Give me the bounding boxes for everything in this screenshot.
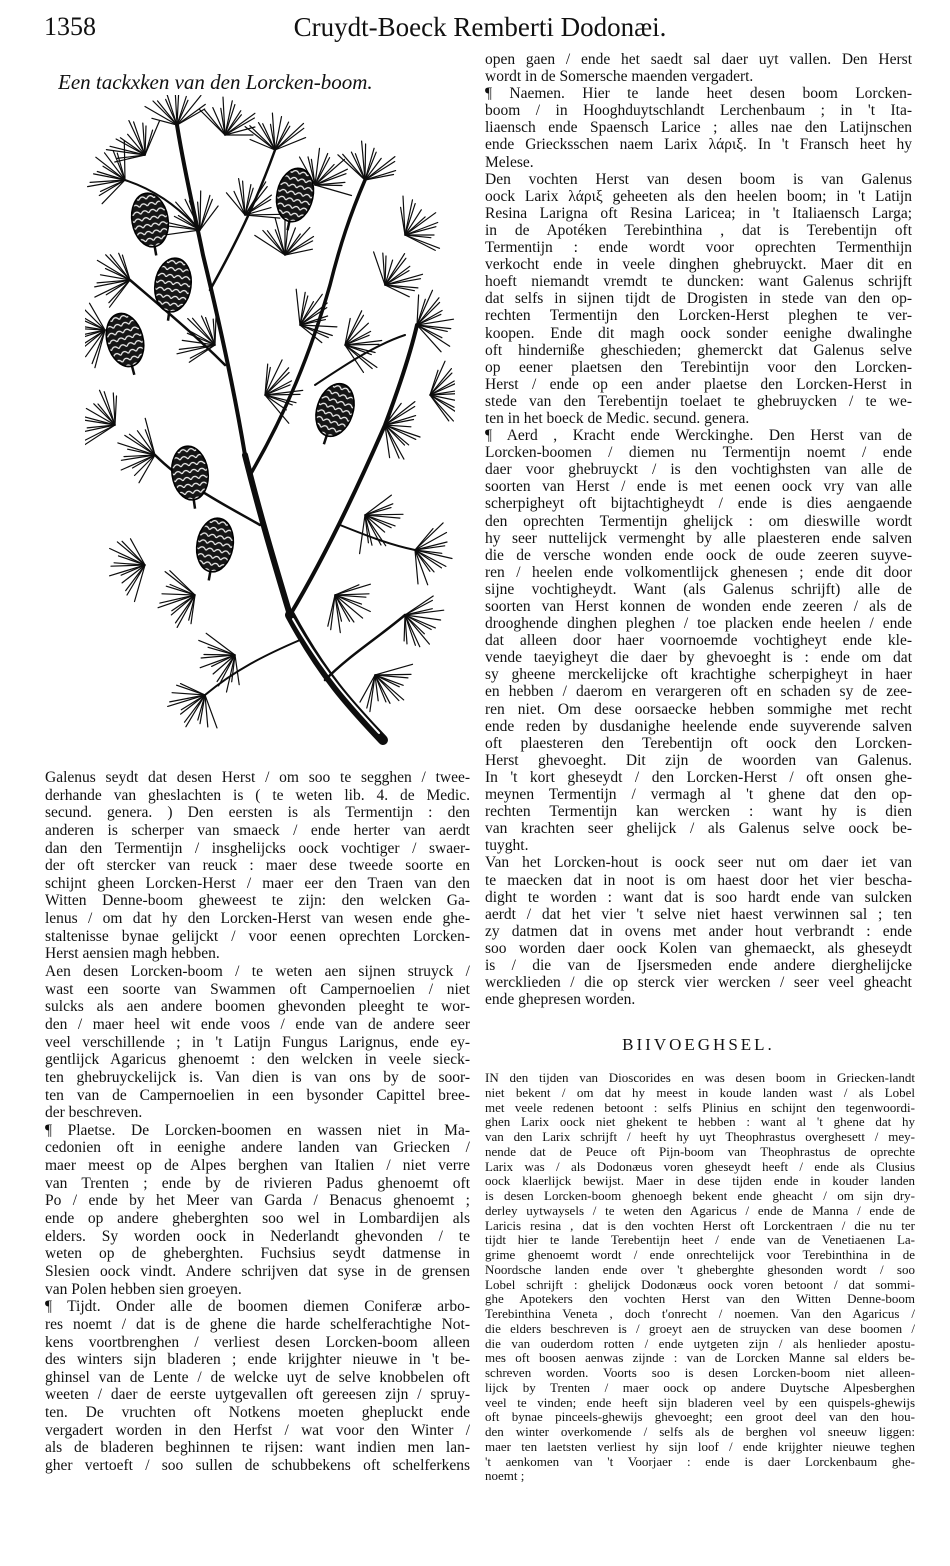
supplement-line: die elders beschreven is / groeyt aen de struycken van dese boomen /: [485, 1321, 915, 1336]
right-column-line: In 't kort gheseydt / den Lorcken-Herst / oft onsen ghe-: [485, 768, 912, 786]
right-column-line: ¶ Naemen. Hier te lande heet desen boom Lorcken-: [485, 85, 912, 103]
needle-tuft: [360, 664, 413, 711]
needle: [200, 206, 218, 230]
right-column-line: van krachten seer ghelijck / als Galenus selve oock be-: [485, 820, 912, 838]
right-column-line: ten in het boeck de Medic. secund. genera.: [485, 409, 750, 427]
left-column-line: elders. Sy worden oock in Nederlandt ghevonden / te: [45, 1227, 470, 1245]
right-text-column: [485, 51, 912, 1008]
right-column-line: dight te worden : want dat is soo hardt ende van sulcken: [485, 888, 912, 906]
left-column-line: weten op de gheberghten. Fuchsius seydt datmense in: [45, 1245, 470, 1263]
supplement-line: Larix was / als Dodonæus voren gheseydt heeft / ende als Clusius: [485, 1159, 915, 1174]
needle: [170, 585, 195, 596]
supplement-line: 't aenkomen van 't Voorjaer : ende is daer Lorckenbaum ghe-: [485, 1454, 915, 1469]
right-column-line: daer voor ghebruyckt / is den vochtighsten van alle de: [485, 461, 912, 479]
left-text-column: [45, 769, 470, 1475]
left-column-line: Po / ende by het Meer van Garda / Benacus ghenoemt ;: [45, 1192, 470, 1210]
left-column-line: vergadert worden in den Herfst / wat voor den Winter /: [45, 1421, 470, 1439]
larch-branch-woodcut: [85, 95, 455, 745]
right-column-line: Van het Lorcken-hout is oock seer nut om daer iet van: [485, 854, 912, 872]
right-column-line: hoeft niemandt vremdt te duncken: want Galenus schrijft: [485, 273, 912, 291]
needle-tuft: [85, 303, 105, 368]
supplement-line: van den Larix schrijft / heeft hy uyt Theophrastus overghesett / mey-: [485, 1130, 915, 1144]
left-column-line: dan den Termentijn / insghelijcks oock vochtiger / swaer-: [45, 839, 470, 857]
supplement-line: ghe Apotekers den vochten Herst van den Witten Denne-boom: [485, 1292, 915, 1307]
left-column-line: als de bladeren beghinnen te rijsen: want indien men lan-: [45, 1439, 470, 1457]
right-column-line: verkocht ende in veele dinghen ghebruyckt. Maer dit en: [485, 256, 912, 274]
branch-top-center: [210, 150, 275, 290]
right-column-line: wercklieden / die op sterck vier wercken / seer veel gheacht: [485, 974, 912, 992]
left-column-line: staltenisse bynae gelijckt / voor eenen oprechten Lorcken-: [45, 927, 470, 945]
supplement-line: lijck by Trenten / maer oock op andere Duytsche Alpesberghen: [485, 1380, 915, 1395]
right-column-line: koopen. Ende dit magh oock sonder eenighe dwalinghe: [485, 324, 912, 342]
larch-cone: [150, 256, 194, 323]
left-column-line: derhande van gheslachten is ( te weten lib. 4. de Medic.: [45, 786, 470, 804]
needle: [124, 455, 155, 457]
left-column-line: ende op andere gheberghten soo wel in Lombardijen als: [45, 1210, 470, 1228]
larch-cone: [191, 515, 237, 583]
supplement-line: tijdt hier te lande Terebentijn heet / ende van de Venetiaenen La-: [485, 1233, 915, 1248]
left-column-line: ten ghebruyckelijck is. Van dien is van ons by de soor-: [45, 1068, 470, 1086]
cone-body: [101, 309, 150, 370]
needle-tuft: [404, 596, 444, 647]
right-column-line: vende taeyigheyt die daer by ghevoeght is : ende om dat: [485, 649, 912, 667]
right-column-line: scherpigheyt oft bijtachtigheydt / ende is dies aengaende: [485, 495, 912, 513]
right-column-line: soorten van Herst konnen de wonden ende zeeren / als de: [485, 598, 912, 615]
main-trunk-middle: [245, 455, 290, 615]
right-column-line: ende Griecksschen naem Larix λάριξ. In 't Fransch heet hy: [485, 136, 912, 154]
right-column-line: in de Apotéken Terebinthina , dat is Terebentijn oft: [485, 221, 912, 239]
left-column-line: veel verschillende ; in 't Latijn Fungus Larignus, ende ey-: [45, 1033, 470, 1051]
needle-tuft: [158, 571, 195, 628]
supplement-line: maer ten laetsten verliest hy sijn loof / ende krijghter nieuwe teghen: [485, 1439, 915, 1454]
left-column-line: anderen is scherper van smaeck / ende herter van aerdt: [45, 821, 470, 839]
left-column-line: gher vertoeft / soo sullen de schubbekens oft schelferkens: [45, 1456, 470, 1474]
needle-tuft: [338, 141, 396, 180]
supplement-line: den winter overkomende / selfs als de berghen vol sneeuw liggen:: [485, 1425, 915, 1439]
needle-tuft: [106, 121, 159, 162]
left-column-line: Galenus seydt dat desen Herst / om soo te segghen / twee-: [45, 769, 470, 786]
right-column-line: sijne vochtigheydt. Want (als Galenus schrijft) alle de: [485, 580, 912, 598]
supplement-line: schreven worden. Voorts soo is desen Lorcken-boom niet alleen-: [485, 1366, 915, 1380]
needle: [404, 615, 405, 641]
supplement-line: noemt ;: [485, 1469, 525, 1484]
right-column-line: liaensch ende Spaensch Larice ; alles nae den Latijnschen: [485, 119, 912, 137]
needle-tuft: [110, 539, 145, 602]
right-column-line: ren / heelen ende volkomentlijck ghenesen ; ende dit door: [485, 563, 912, 581]
cone-body: [310, 379, 361, 441]
needle: [315, 185, 342, 186]
needle: [145, 121, 160, 155]
right-column-line: rechten Termentijn kan wercken : want hy is dien: [485, 803, 912, 821]
left-column-line: weeten / daer de eerste uytgevallen oft gereesen zijn / spruy-: [45, 1386, 470, 1404]
right-column-line: is / die van de Ijsersmeden ende andere dierghelijcke: [485, 956, 912, 974]
needle: [417, 290, 433, 325]
right-column-line: Herst / ende op een ander plaetse den Lorcken-Herst in: [485, 375, 912, 393]
larch-cone: [307, 379, 361, 450]
needle: [200, 191, 201, 230]
left-column-line: lenus / om dat hy den Lorcken-Herst van wesen ende ghe-: [45, 910, 470, 928]
right-column-line: ende ghepresen worden.: [485, 991, 636, 1009]
left-column-line: kens voortbrenghen / verliest desen Lorcken-boom alleen: [45, 1333, 470, 1351]
right-column-line: Den vochten Herst van desen boom is van Galenus: [485, 170, 912, 188]
left-column-line: ghinsel van de Lente / de welcke uyt de selve knobbelen oft: [45, 1368, 470, 1386]
right-column-line: dat alleen door haer voornoemde vochtigheyt ende kle-: [485, 632, 912, 650]
right-column-line: ¶ Aerd , Kracht ende Werckinghe. Den Herst van de: [485, 427, 912, 445]
left-column-line: des winters sijn bladeren ; ende krijghter nieuwe in 't be-: [45, 1351, 470, 1369]
left-column-line: maer meest op de Alpes berghen van Italien / niet verre: [45, 1157, 470, 1175]
right-column-line: stede van den Terebentijn toelaet te ghebruycken / te we-: [485, 392, 912, 410]
needle-tuft: [118, 418, 155, 482]
right-column-line: wordt in de Somersche maenden vergadert.: [485, 68, 754, 86]
left-column-line: cedonien oft in eenighe andere landen van Griecken /: [45, 1139, 470, 1157]
right-column-line: sy gheene merckelijcke oft krachtighe scherpigheyt in haer: [485, 666, 912, 684]
left-column-line: secund. genera. ) Den eersten is als Termentijn : den: [45, 804, 470, 822]
cone-body: [193, 515, 238, 574]
needle: [375, 664, 413, 675]
running-title: Cruydt-Boeck Remberti Dodonæi.: [293, 12, 667, 42]
needle: [245, 215, 280, 218]
needle: [206, 633, 235, 655]
left-column-line: der oft stercker van reuck : maer dese tweede soorte en: [45, 857, 470, 875]
page-number: 1358: [44, 12, 96, 41]
supplement-line: is desen Lorcken-boom ghenoegh bekent ende gheacht / om sijn dry-: [485, 1189, 915, 1203]
left-column-line: Witten Denne-boom gheweest te zijn: den welcken Ga-: [45, 892, 470, 910]
needle-tuft: [415, 523, 452, 585]
right-column-line: zy datmen dat in ovens met ander hout verbrandt : ende: [485, 922, 912, 940]
right-column-line: ende reden by dusdanighe heelende ende suyverende salven: [485, 717, 912, 735]
right-column-line: Lorcken-boomen / diemen nu Termentijn noemt / ende: [485, 444, 912, 462]
supplement-line: mes oft boosen aenwas zijnde : van de Lorcken Manne sal elders be-: [485, 1351, 915, 1366]
right-column-line: Resina Larigna oft Resina Laricea; in 't Italiaensch Larga;: [485, 204, 912, 222]
supplement-heading: BIIVOEGHSEL.: [622, 1035, 775, 1054]
supplement-line: IN den tijden van Dioscorides en was desen boom in Griecken-landt: [485, 1071, 915, 1085]
needle-tuft: [417, 290, 454, 352]
needle: [100, 390, 116, 425]
right-column-line: tuyght.: [485, 837, 529, 855]
supplement-line: derley uytwaysels / te weten den Agaricus / ende de Manna / ende de: [485, 1203, 915, 1218]
needle-tuft: [145, 95, 205, 125]
left-column-line: den / maer heel wit ende voos / ende van de andere seer: [45, 1015, 470, 1033]
needle-tuft: [374, 252, 423, 297]
right-column-line: oft plaesteren den Terebentijn oft oock den Lorcken-: [485, 734, 912, 752]
needle-tuft: [255, 218, 314, 255]
needle: [118, 443, 155, 455]
figure-caption: Een tackxken van den Lorcken-boom.: [58, 70, 373, 94]
left-column-line: gentlijck Agaricus ghenoemt : den welcken in veele sieck-: [45, 1051, 470, 1069]
supplement-line: grime ghenoemt wordt / ende onrechtelijck voor Terebinthina in de: [485, 1248, 915, 1262]
needle: [135, 565, 146, 602]
needle-tuft: [328, 584, 371, 632]
left-column-line: van Trenten ; ende by de rivieren Padus ghenoemt oft: [45, 1174, 470, 1192]
needle-tuft: [401, 196, 440, 250]
needle-tuft: [95, 253, 130, 307]
right-column-line: Termentijn : ende wordt voor oprechten Termenthijn: [485, 239, 912, 257]
right-column-line: den oprechten Termentijn ghelijck : om dieswille wordt: [485, 512, 912, 530]
cone-body: [272, 165, 318, 225]
right-column-line: oock Larix λάριξ geheeten als den heelen boom; in 't Latijn: [485, 187, 912, 205]
left-column-line: wast een soorte van Swammen oft Campernoelien / niet: [45, 980, 470, 998]
right-column-line: oft hinderniße gheschieden; ghemerckt dat Galenus selve: [485, 341, 912, 359]
needle: [345, 344, 379, 345]
supplement-line: veel te vinden; ende heeft sijn bladeren veel by een quispels-ghewijs: [485, 1395, 915, 1410]
right-column-line: soo worden daer oock Kolen van ghemaeckt, als gheseydt: [485, 939, 912, 957]
left-column-line: ¶ Plaetse. De Lorcken-boomen en wassen niet in Ma-: [45, 1121, 470, 1139]
right-column-line: meynen Termentijn / vermagh al 't ghene dat den op-: [485, 786, 912, 804]
right-column-line: hy seer nuttelijck vermenght by alle plaesteren ende salven: [485, 529, 912, 547]
left-column-line: res noemt / dat is de ghene die harde schelferachtighe Not-: [45, 1315, 470, 1333]
right-column-line: te maecken dat in noot is om haest door het vier bescha-: [485, 871, 912, 889]
right-column-line: Melese.: [485, 153, 534, 171]
needle: [265, 394, 300, 395]
left-column-line: ten van de Campernoelien in een bysonder Capittel bree-: [45, 1086, 470, 1104]
supplement-line: niet bekent / om dat hy meest in koude landen wast / als Lobel: [485, 1085, 915, 1100]
needle-tuft: [430, 361, 455, 421]
branch-right-lower: [290, 325, 417, 615]
left-column-line: der beschreven.: [45, 1104, 143, 1122]
right-column-line: Herst ghevoeght. Dit zijn de woorden van Galenus.: [485, 751, 912, 769]
needle: [365, 495, 391, 515]
branch-right-twig: [315, 335, 405, 385]
larch-cone: [101, 309, 152, 379]
left-column-line: Slesien oock vindt. Andere schrijven dat syse in de grensen: [45, 1262, 470, 1280]
supplement-text-column: [485, 1071, 915, 1484]
right-column-line: drooghende dinghen pleghen / toe placken ende heelen / ende: [485, 615, 912, 633]
left-column-line: ¶ Tijdt. Onder alle de boomen diemen Coniferæ arbo-: [45, 1298, 470, 1316]
left-column-line: ten. De vruchten oft Notkens moeten ghepluckt ende: [45, 1404, 470, 1422]
supplement-line: nende dat de Peuce oft Pijn-boom van Theophrastus de oprechte: [485, 1144, 915, 1159]
needle: [200, 199, 212, 230]
needle: [85, 306, 105, 330]
right-column-line: rechten Termentijn den Lorcken-Herst pleghen te ver-: [485, 307, 912, 325]
needle-tuft: [88, 141, 125, 204]
needle: [315, 185, 352, 196]
needle-tuft: [296, 289, 337, 342]
right-column-line: boom / in Hooghduytschlandt Lerchenbaum ; in 't Ita-: [485, 102, 912, 120]
needle: [204, 655, 235, 656]
needle: [275, 128, 304, 150]
needle-tuft: [200, 97, 255, 135]
needle: [365, 508, 391, 515]
left-column-line: sulcks als aen andere boomen ghevonden pleeght te wor-: [45, 998, 470, 1016]
supplement-line: Lobel schrijft : ghelijck Dodonæus oock voren betoont / dat sommi-: [485, 1277, 915, 1292]
needle-tuft: [85, 390, 117, 445]
needle-tuft: [345, 311, 382, 373]
needle-tufts: [85, 95, 455, 728]
left-column-line: Herst aensien magh hebben.: [45, 945, 220, 963]
left-column-line: schijnt gheen Lorcken-Herst / maer eer den Traen van den: [45, 874, 470, 892]
needle: [365, 514, 403, 515]
right-column-line: aerdt / dat het vier 't selve niet haest verwinnen sal ; ten: [485, 905, 912, 923]
left-column-line: van Polen hebben sien groeyen.: [45, 1280, 242, 1298]
supplement-line: met veele redenen betoont : selfs Plinius en schijnt den tegenwoordi-: [485, 1100, 915, 1115]
right-column-line: dat selfs in sijnen tijdt de Drogisten in stede van den op-: [485, 290, 912, 308]
right-column-line: open gaen / ende het saedt sal daer uyt vallen. Den Herst: [485, 51, 912, 68]
left-column-line: Aen desen Lorcken-boom / te weten aen sijnen struyck /: [45, 963, 470, 981]
needle: [110, 255, 130, 280]
supplement-line: die van ouderdom rotten / ende uytgeten zijn / als henlieder apostu-: [485, 1336, 915, 1351]
needle: [115, 396, 117, 425]
needle: [296, 289, 300, 325]
supplement-line: Terebinthina Veneta , doch t'onrecht / noemen. Van den Agaricus /: [485, 1307, 915, 1321]
supplement-line: ghen Larix oock niet ghekent te hebben : want al 't ghene dat hy: [485, 1115, 915, 1130]
right-column-line: soorten van Herst / ende is met eenen oock vry van alle: [485, 478, 912, 496]
right-column-line: en hebben / daerom en verargeren oft en schaden sy de zee-: [485, 683, 912, 701]
needle: [245, 214, 283, 215]
needle: [199, 640, 235, 655]
supplement-line: Noordsche landen ende over 't gheberghte ghesonden wordt / soo: [485, 1262, 915, 1277]
needle-tuft: [177, 308, 216, 362]
right-column-line: op eener plaetsen den Terebintijn voor den Lorcken-: [485, 358, 912, 376]
right-column-line: ren niet. Om dese oorsaecke hebben sommighe met recht: [485, 700, 912, 718]
larch-cone: [168, 444, 212, 511]
supplement-line: oock klaerlijck bewijst. Maer in dese tijden ende in kouder landen: [485, 1174, 915, 1189]
needle: [365, 144, 366, 180]
needle: [124, 141, 125, 180]
supplement-line: oft bynae pinceels-ghewijs ghevoeght; een groot deel van den hou-: [485, 1410, 915, 1425]
supplement-line: Laricis resina , dat is den vochten Herst oft Lorckentraen / die nu ter: [485, 1218, 915, 1233]
right-column-line: die de versche wonden ende oock de oude zeeren suyve-: [485, 546, 912, 564]
